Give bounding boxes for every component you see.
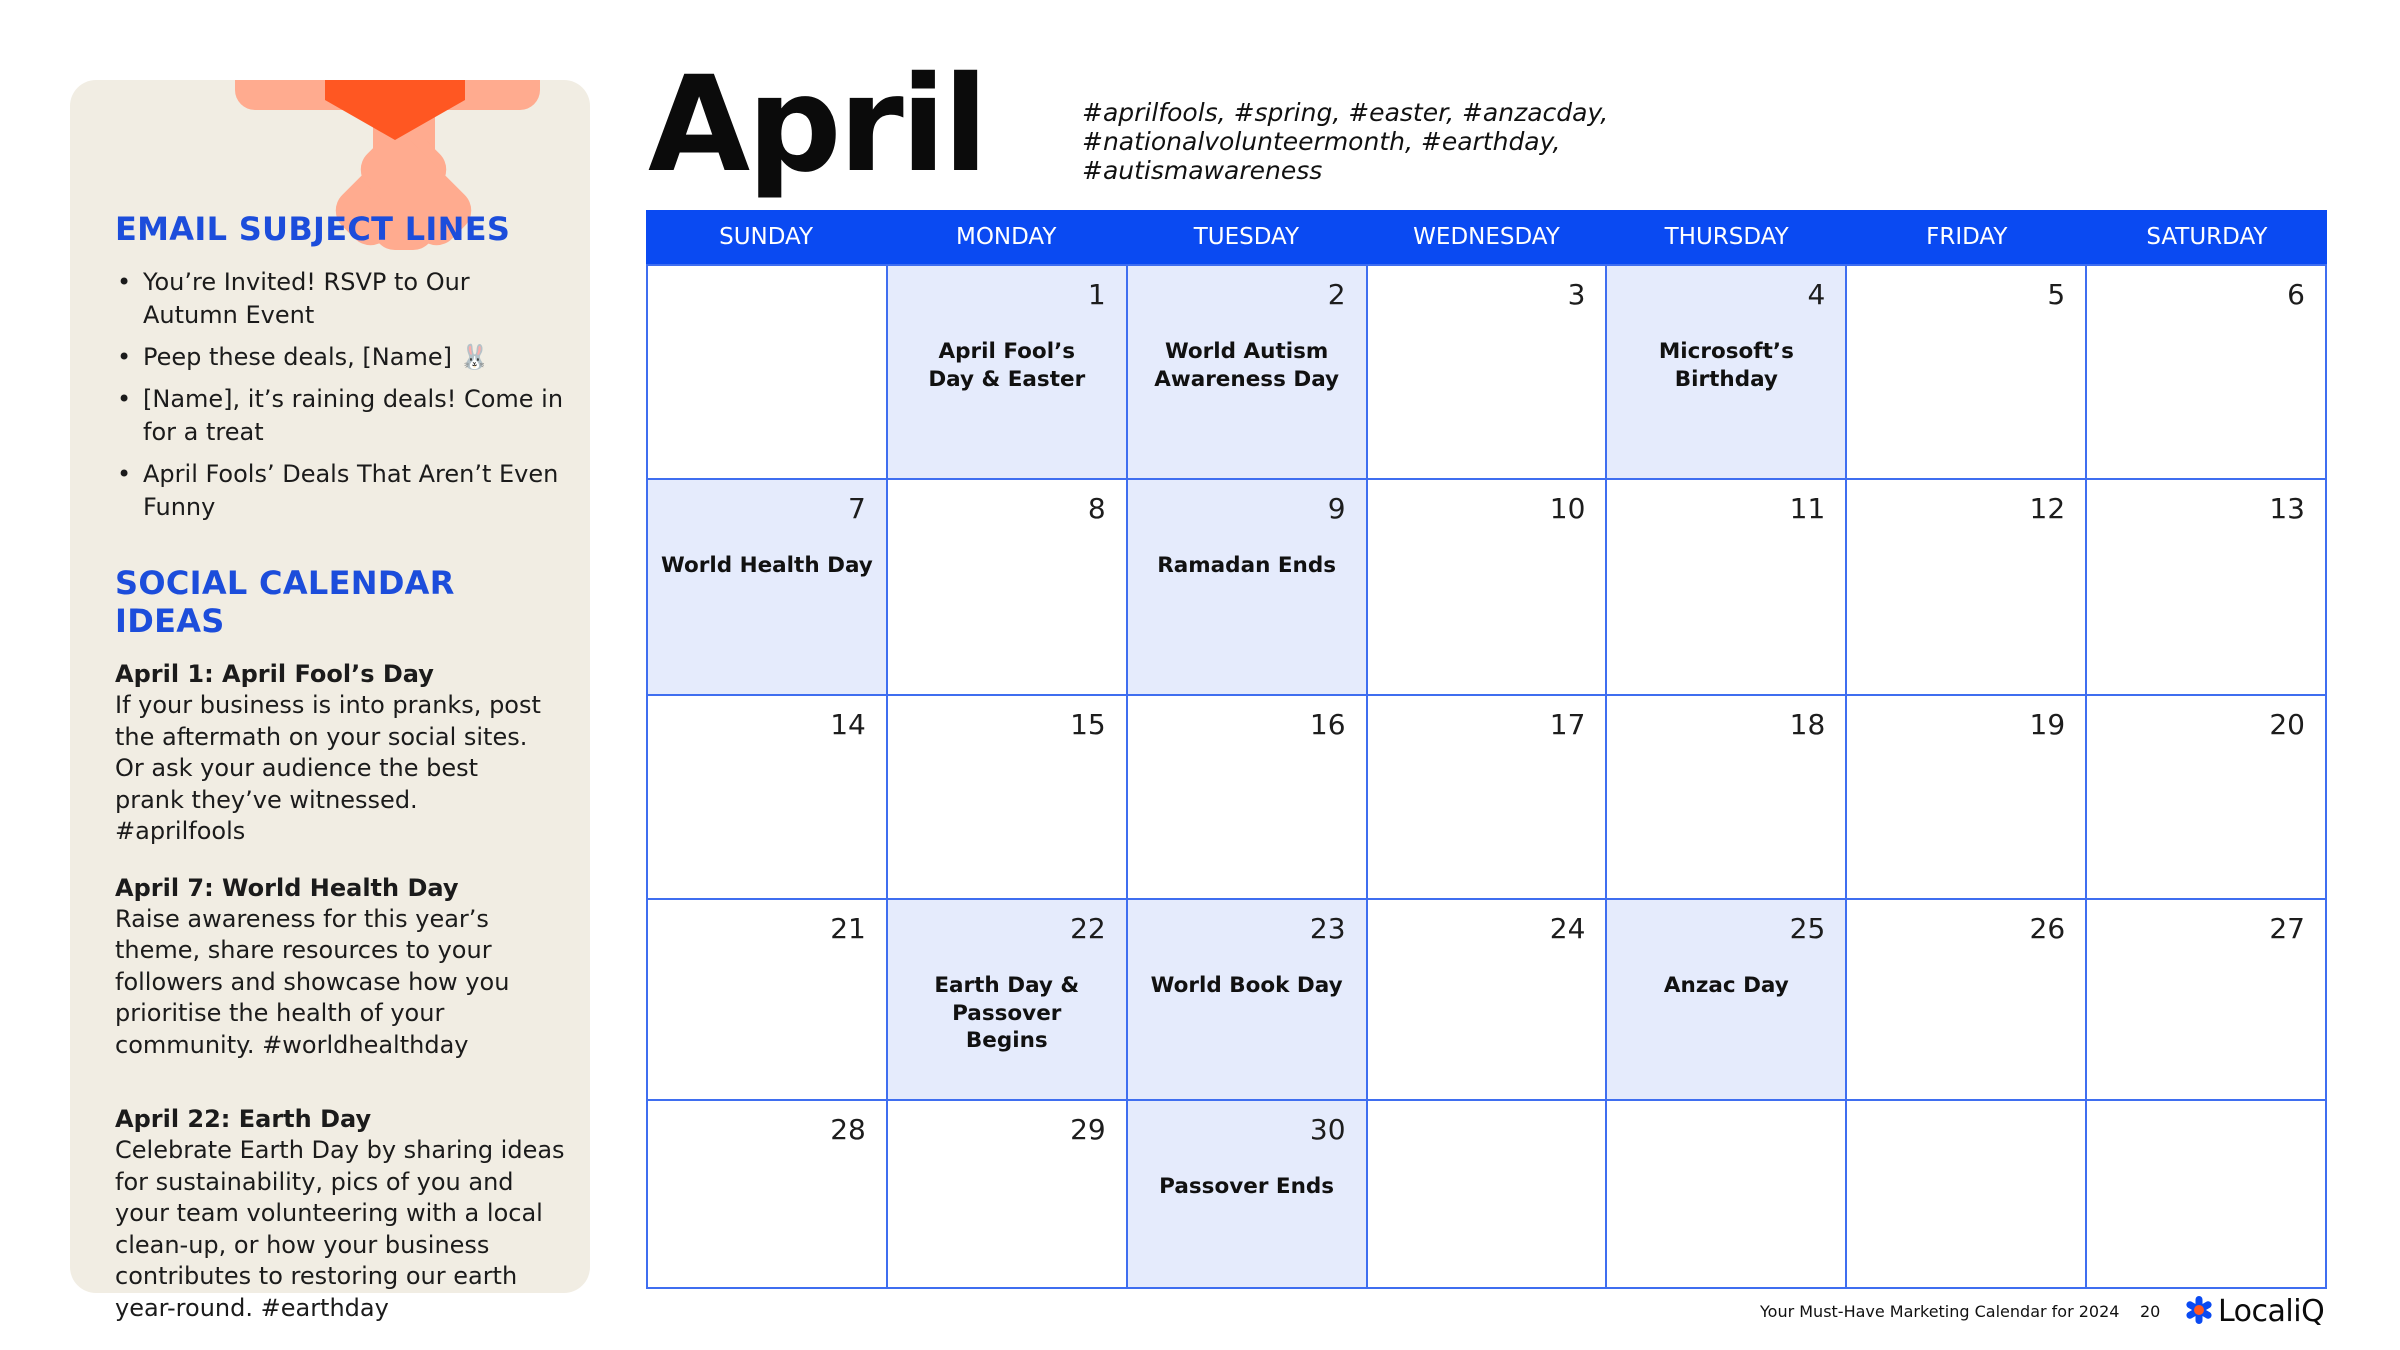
day-cell	[648, 696, 888, 900]
day-event: Microsoft’s Birthday	[1658, 339, 1794, 392]
day-cell	[888, 696, 1128, 900]
day-cell	[648, 900, 888, 1101]
day-number: 29	[1070, 1113, 1106, 1146]
day-number: 27	[2269, 912, 2305, 945]
day-cell	[1847, 696, 2087, 900]
day-number: 15	[1070, 708, 1106, 741]
hashtag-line: #aprilfools, #spring, #easter, #anzacday,	[1082, 98, 1609, 127]
day-cell	[1368, 900, 1608, 1101]
day-cell	[1607, 266, 1847, 480]
day-number: 3	[1567, 278, 1586, 311]
localiq-asterisk-icon	[2184, 1295, 2214, 1329]
day-number: 22	[1070, 912, 1106, 945]
day-number: 24	[1549, 912, 1586, 945]
day-cell	[1128, 1101, 1368, 1289]
day-number: 16	[1309, 708, 1346, 741]
day-cell	[1128, 480, 1368, 696]
brand-name: LocaliQ	[2218, 1294, 2325, 1329]
day-event: Anzac Day	[1663, 973, 1789, 998]
idea-body: If your business is into pranks, post the aftermath on your social sites. Or ask your audience the best prank they’ve witnessed. #aprilfools	[115, 691, 541, 845]
day-number: 20	[2269, 708, 2305, 741]
day-number: 2	[1327, 278, 1346, 311]
weekday-label: SUNDAY	[719, 224, 814, 250]
day-number: 1	[1087, 278, 1106, 311]
day-event: April Fool’s Day & Easter	[928, 339, 1086, 392]
day-number: 14	[830, 708, 866, 741]
day-number: 5	[2047, 278, 2066, 311]
day-event: World Book Day	[1150, 973, 1343, 998]
weekday-label: THURSDAY	[1664, 224, 1789, 250]
hashtag-line: #nationalvolunteermonth, #earthday, #autismawareness	[1082, 127, 1561, 185]
day-number: 8	[1087, 492, 1106, 525]
day-cell	[888, 266, 1128, 480]
day-cell	[1847, 900, 2087, 1101]
email-subject-heading: EMAIL SUBJECT LINES	[115, 210, 511, 248]
day-cell	[1847, 1101, 2087, 1289]
day-cell	[1607, 480, 1847, 696]
day-number: 25	[1789, 912, 1826, 945]
day-cell	[648, 1101, 888, 1289]
day-cell	[648, 480, 888, 696]
idea-body: Celebrate Earth Day by sharing ideas for sustainability, pics of you and your team volunteering with a local clean-up, or how your business contributes to restoring our earth year-round. #earthday	[115, 1136, 565, 1322]
list-item: • April Fools’ Deals That Aren’t Even Funny	[115, 458, 570, 524]
day-cell	[2087, 480, 2327, 696]
day-number: 28	[830, 1113, 866, 1146]
list-item: • You’re Invited! RSVP to Our Autumn Event	[115, 266, 570, 332]
hashtags	[1082, 98, 1782, 185]
day-cell	[1128, 900, 1368, 1101]
page-number: 20	[2140, 1302, 2161, 1321]
weekday-label: WEDNESDAY	[1413, 224, 1560, 250]
day-number: 23	[1309, 912, 1346, 945]
idea-title: April 7: World Health Day	[115, 873, 459, 902]
day-number: 6	[2287, 278, 2305, 311]
day-cell	[1607, 696, 1847, 900]
day-number: 4	[1807, 278, 1826, 311]
month-title: April	[648, 48, 986, 202]
list-item: • Peep these deals, [Name] 🐰	[115, 341, 570, 374]
idea-title: April 1: April Fool’s Day	[115, 660, 434, 688]
idea-block	[115, 1103, 570, 1324]
weekday-label: FRIDAY	[1926, 224, 2008, 250]
day-number: 17	[1549, 708, 1586, 741]
day-number: 11	[1789, 492, 1826, 525]
day-cell	[2087, 696, 2327, 900]
day-cell	[2087, 266, 2327, 480]
weekday-label: SATURDAY	[2146, 224, 2268, 250]
social-ideas-heading: SOCIAL CALENDAR IDEAS	[115, 564, 455, 640]
day-number: 7	[848, 492, 866, 525]
day-cell	[888, 1101, 1128, 1289]
weekday-header	[646, 210, 2327, 264]
day-cell	[1847, 480, 2087, 696]
email-subject-list	[115, 266, 570, 524]
calendar-days	[646, 264, 2327, 1289]
weekday-label: MONDAY	[955, 224, 1057, 250]
day-cell	[1368, 480, 1608, 696]
day-cell	[1128, 696, 1368, 900]
day-cell	[888, 900, 1128, 1101]
day-cell	[1368, 1101, 1608, 1289]
idea-block	[115, 872, 570, 1062]
day-number: 26	[2029, 912, 2066, 945]
idea-block	[115, 658, 570, 848]
day-cell	[648, 266, 888, 480]
day-cell	[2087, 1101, 2327, 1289]
day-number: 19	[2029, 708, 2066, 741]
list-item: • [Name], it’s raining deals! Come in for a treat	[115, 383, 570, 449]
day-cell	[888, 480, 1128, 696]
day-cell	[2087, 900, 2327, 1101]
day-cell	[1847, 266, 2087, 480]
day-cell	[1128, 266, 1368, 480]
day-event: Ramadan Ends	[1157, 553, 1337, 578]
day-number: 10	[1549, 492, 1586, 525]
day-event: World Autism Awareness Day	[1154, 339, 1340, 392]
idea-body: Raise awareness for this year’s theme, share resources to your followers and showcase how you prioritise the health of your community. #worldhealthday	[115, 904, 510, 1059]
weekday-label: TUESDAY	[1193, 224, 1300, 250]
footer-title: Your Must-Have Marketing Calendar for 2024	[1760, 1302, 2120, 1321]
calendar-grid	[646, 210, 2327, 1289]
day-cell	[1607, 900, 1847, 1101]
day-number: 12	[2029, 492, 2066, 525]
day-event: Passover Ends	[1159, 1174, 1335, 1199]
day-cell	[1368, 266, 1608, 480]
day-number: 9	[1327, 492, 1346, 525]
day-event: Earth Day & Passover Begins	[934, 973, 1080, 1053]
day-cell	[1368, 696, 1608, 900]
day-event: World Health Day	[661, 553, 873, 578]
day-number: 30	[1309, 1113, 1346, 1146]
day-number: 18	[1789, 708, 1826, 741]
day-number: 13	[2269, 492, 2305, 525]
idea-title: April 22: Earth Day	[115, 1105, 372, 1133]
brand-logo	[2184, 1294, 2324, 1329]
day-number: 21	[830, 912, 866, 945]
day-cell	[1607, 1101, 1847, 1289]
sidebar-panel	[70, 80, 590, 1322]
